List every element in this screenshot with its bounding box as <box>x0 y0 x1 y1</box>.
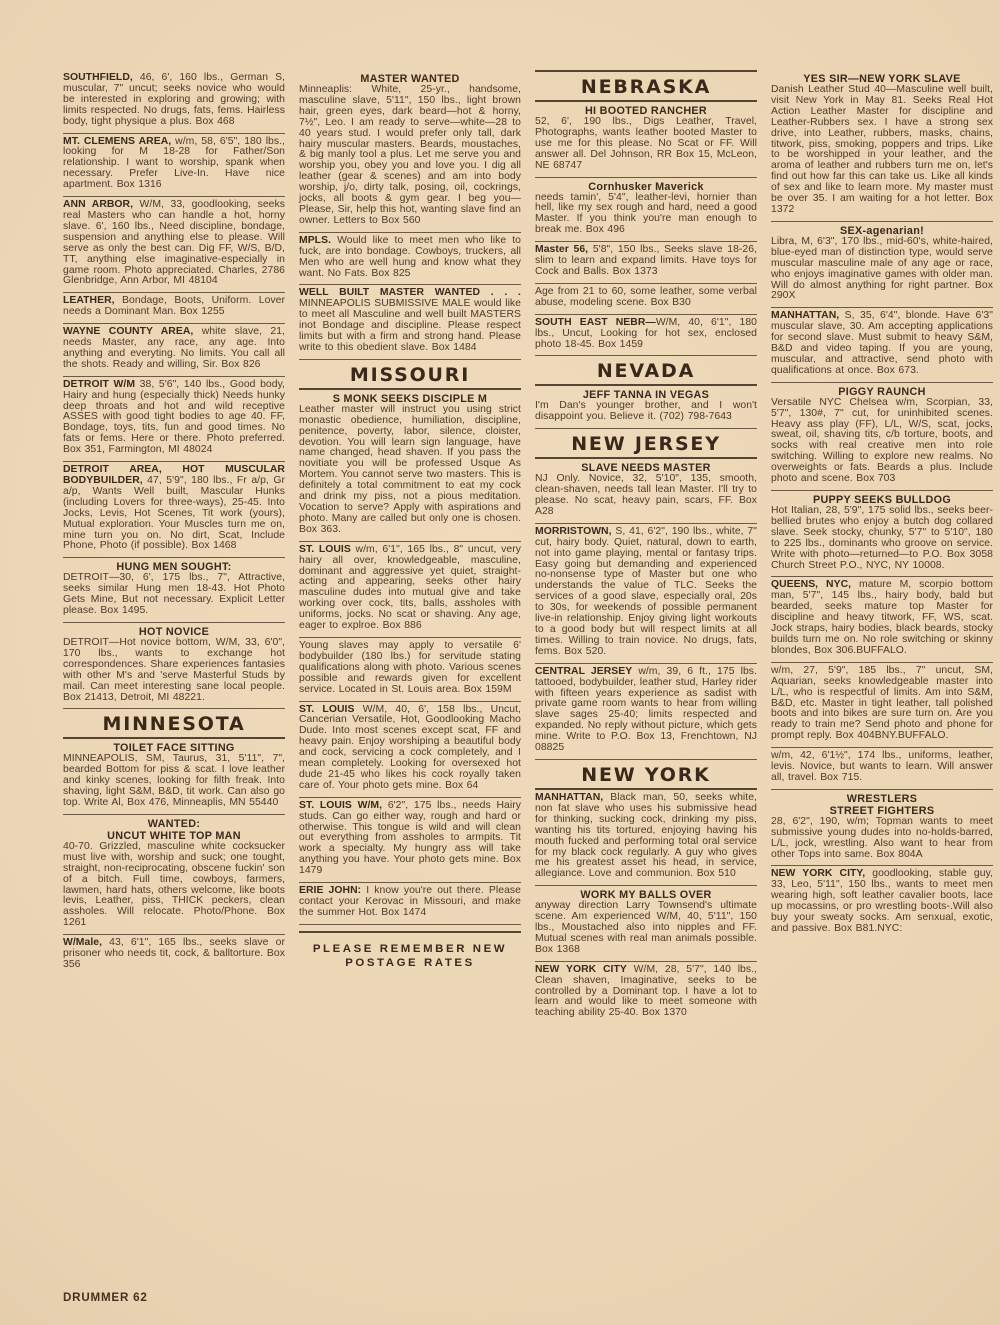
classified-ad <box>535 102 757 178</box>
classified-ad <box>299 285 521 359</box>
state-header <box>535 429 757 459</box>
ad-lead: ST. LOUIS <box>299 543 351 555</box>
classified-ad <box>299 70 521 233</box>
ad-body <box>771 580 993 656</box>
ad-lead: ST. LOUIS <box>299 703 355 715</box>
ad-title: PIGGY RAUNCH <box>838 385 926 398</box>
ad-lead: NEW YORK CITY <box>535 963 627 975</box>
ad-text: MINNEAPOLIS SUBMISSIVE MALE would like to meet all Masculine and well built MASTERS inot Bondage and discipline. Please respect limits but with a firm and strong hand. Please write to this obedient slave. Box 1484 <box>299 298 521 353</box>
classified-ad <box>535 524 757 664</box>
classified-ad <box>63 623 285 709</box>
ad-title: PUPPY SEEKS BULLDOG <box>812 494 952 506</box>
ad-title: WORK MY BALLS OVER <box>580 889 712 902</box>
ad-body: Age from 21 to 60, some leather, some verbal abuse, modeling scene. Box B30 <box>535 285 757 308</box>
ad-body: I'm Dan's younger brother, and I won't disappoint you. Believe it. (702) 798-7643 <box>535 400 757 423</box>
ad-lead: WAYNE COUNTY AREA, <box>63 326 194 338</box>
ad-title: STREET FIGHTERS <box>829 804 935 817</box>
ad-body: DETROIT—30, 6', 175 lbs., 7", Attractive, seeks similar Hung men 18-43. Hot Photo Gets Mine, But not necessary. Explicit Letter please. Box 1495. <box>63 572 285 617</box>
ad-body <box>535 965 757 1020</box>
ad-body <box>535 667 757 754</box>
ad-text: W/M, 40, 6', 158 lbs., Uncut, Cancerian Versatile, Hot, Goodlooking Macho Dude. Into most scenes except scat, FF and heavy pain. Enjoy worshiping a beautiful body and cock, servicing a cock completely, and I mean completely. Looking for oversexed hot dude 21-45 who likes his cock royally taken care of. Your photo gets mine. Box 64 <box>299 703 521 791</box>
ad-lead: QUEENS, NYC, <box>771 579 852 591</box>
classified-ad <box>63 324 285 377</box>
ad-text: w/m, 39, 6 ft., 175 lbs. tattooed, bodybuilder, leather stud, Harley rider with fifteen years experience as sadist with private game room wants to hear from willing slave sages 25-40; limits respected and expanded. No reply without picture, which gets mine. Write to P.O. Box 13, Frenchtown, NJ 08825 <box>535 665 757 754</box>
classified-ad <box>63 134 285 198</box>
ad-body <box>299 236 521 280</box>
classified-ad <box>299 390 521 542</box>
state-header-label: NEBRASKA <box>580 76 712 98</box>
classified-ad <box>535 315 757 357</box>
ad-text: W/M, 40, 6'1", 180 lbs., Uncut, Looking for hot sex, enclosed photo 18-45. Box 1459 <box>535 316 757 350</box>
ad-body: Libra, M, 6'3", 170 lbs., mid-60's, white-haired, blue-eyed man of distinction type, would serve muscular masculine male of any age or race, who enjoys imaginative games with older man. Will do almost anything for right partner. Box 290X <box>771 235 993 302</box>
ad-lead: ERIE JOHN: <box>299 885 362 897</box>
state-header <box>535 356 757 386</box>
ad-body <box>63 200 285 287</box>
ad-lead: Master 56, <box>535 244 589 256</box>
ad-lead: W/Male, <box>63 937 103 949</box>
ad-text: Bondage, Boots, Uniform. Lover needs a Dominant Man. Box 1255 <box>63 295 285 318</box>
ad-body <box>299 886 521 919</box>
classified-ad <box>535 284 757 315</box>
ad-text: white slave, 21, needs Master, any race, any age. Into anything and everyting. No limits. You call all the shots. Ready and willing, Sir. Box 826 <box>63 326 285 370</box>
classified-ad <box>771 748 993 790</box>
ad-text: 47, 5'9", 180 lbs., Fr a/p, Gr a/p, Wants Well built, Mascular Hunks (including Lovers for three-ways), 25-45. Into Jocks, Levis, Hot Scenes, Tit work (yours), Mutual exploration. Your Muscles turn me on, mine turn you on. No dirt, Scat, Include Phone, Photo (if possible). Box 1468 <box>63 475 285 552</box>
classified-ad <box>535 962 757 1025</box>
ad-body: Leather master will instruct you using strict monastic obedience, humiliation, discipline, penitence, poverty, labor, silence, cloister, devotion. You will learn sign language, have name changed, head shaven. If you pass the novitiate you will be professed Usque As Mortem. You cannot serve two masters. This is definitely a total commitment to eat my cock and drink my piss, not a pious meditation. Vocation to serve? Apply with aspirations and photo. Many are called but only one is chosen. Box 363. <box>299 403 521 535</box>
classified-ad <box>771 383 993 491</box>
classified-ad <box>771 663 993 748</box>
classified-ad <box>299 883 521 925</box>
classifieds-content <box>63 70 993 1024</box>
ad-text: W/M, 33, goodlooking, seeks real Masters who can handle a hot, horny slave. 6', 160 lbs., Need discipline, bondage, suspension and anything else to please. Will serve as only the best can. Dig FF, W/S, B/D, TT, anything else imaginative-especially in game room. Photo appreciated. Charles, 2786 Glenbridge, Ann Arbor, MI 48104 <box>63 199 285 287</box>
ad-lead: MANHATTAN, <box>535 791 604 803</box>
classified-ad <box>535 386 757 429</box>
ad-body: 40-70. Grizzled, masculine white cocksucker must live with, worship and suck; one tought, straight, non-reciprocating, obscene fuckin' son of a bitch. Full time, cowboys, farmers, lawmen, hard hats, others welcome, like boots levis, Leather, piss, THICK peckers, clean assholes. Will relocate. Photo/Phone. Box 1261 <box>63 840 285 929</box>
ad-title: WANTED: <box>147 817 201 830</box>
classified-ad <box>535 664 757 760</box>
classified-ad <box>299 702 521 798</box>
ad-body <box>63 938 285 971</box>
state-header <box>535 70 757 102</box>
ad-text: 38, 5'6", 140 lbs., Good body, Hairy and hung (especially thick) Needs hunky deep throats and hot and wild receptive ASSES with good tight bodies to age 40. FF, Bondage, toys, tits, fun and good times. No fats or fems. Here or there. Photo preferred. Box 351, Farmington, MI 48024 <box>63 378 285 456</box>
ad-body: DETROIT—Hot novice bottom, W/M, 33, 6'0", 170 lbs., wants to exchange hot correspondences. Share experiences fantasies with other M's and 'serve Masterful Studs by mail. Can meet interesting sane local people. Box 21413, Detroit, MI 48221. <box>63 636 285 703</box>
state-header-label: MINNESOTA <box>102 713 246 736</box>
classified-ad <box>771 308 993 382</box>
ad-title: TOILET FACE SITTING <box>113 742 235 755</box>
ad-text: 43, 6'1", 165 lbs., seeks slave or prisoner who needs tit, cock, & balltorture. Box 356 <box>63 937 285 970</box>
ad-body <box>63 465 285 552</box>
classified-ad <box>63 815 285 935</box>
state-header <box>299 360 521 390</box>
column-1 <box>63 70 285 976</box>
ad-title: HUNG MEN SOUGHT: <box>116 561 232 574</box>
ad-lead: WELL BUILT MASTER WANTED . . . <box>299 287 521 299</box>
ad-body <box>63 73 285 128</box>
ad-body: 52, 6', 190 lbs., Digs Leather, Travel, Photographs, wants leather booted Master to use me for this please. No Scat or FF. Will answer all. Del Johnson, RR Box 15, McLeon, NE 68747 <box>535 116 757 171</box>
classifieds-columns <box>63 70 993 1024</box>
ad-body <box>63 296 285 318</box>
ad-body: Hot Italian, 28, 5'9", 175 solid lbs., seeks beer-bellied brutes who enjoy a butch dog collared slave. Seek stocky, chunky, 5'7" to 5'10", 180 to 225 lbs., dominants who groove on service. Write with photo—returned—to P.O. Box 3058 Church Street P.O., NYC, NY 10008. <box>771 505 993 571</box>
column-4 <box>771 70 993 940</box>
postage-rates-notice <box>299 931 521 974</box>
ad-text: W/M, 28, 5'7", 140 lbs., Clean shaven, Imaginative, seeks to be controlled by a Dominant top. I have a lot to learn and would like to meet someone with teaching ability 25-40. Box 1370 <box>535 963 757 1019</box>
ad-lead: LEATHER, <box>63 295 115 307</box>
ad-body <box>535 318 757 351</box>
page-footer: DRUMMER 62 <box>63 1291 148 1304</box>
ad-title: JEFF TANNA IN VEGAS <box>582 389 710 402</box>
classified-ad <box>771 790 993 867</box>
column-2 <box>299 70 521 974</box>
ad-text: goodlooking, stable guy, 33, Leo, 5'11", 150 lbs., wants to meet men wearing high, soft leather cavalier boots, lace up mocassins, or pro wrestling boots-.Will also buy your sweaty socks. Am senxual, exotic, and passive. Box B81.NYC: <box>771 868 993 934</box>
ad-text: S, 35, 6'4", blonde. Have 6'3" muscular slave, 30. Am accepting applications for second slave. Must submit to heavy S&M, B&D and video taping. If you are young, muscular, and attractive, send photo with qualifications at once. Box 673. <box>771 310 993 376</box>
ad-body <box>299 545 521 632</box>
ad-title: WRESTLERS <box>846 792 918 805</box>
ad-body: Young slaves may apply to versatile 6' bodybuilder (180 lbs.) for servitude stating qualifications along with photo. Various scenes possible and rewards given for excellent service. Located in St. Louis area. Box 159M <box>299 639 521 695</box>
ad-title: SLAVE NEEDS MASTER <box>581 462 711 475</box>
ad-text: Black man, 50, seeks white, non fat slave who uses his submissive head for thinking, sucking cock, drinking my piss, wanting his tits tortured, enjoying having his mouth fucked and performing total oral service for my black cock regularly. A guy who gives me his greatest asset his head, in service, allegiance. Love and communion. Box 510 <box>535 791 757 880</box>
ad-body: Danish Leather Stud 40—Masculine well built, visit New York in May 81. Seeks Real Hot Action Leather Master for discipline and Leather-Rubbers sex. I have a strong sex drive, into Leather, rubbers, masks, chains, titwork, piss, smoking, poppers and trips. Like to be worshipped in your leather, and the aroma of leather and rubbers turn me on, let's find out how far this can take us. Like all kinds of sex and like to learn more. My master must be over 35. I am waiting for a hot letter. Box 1372 <box>771 84 993 215</box>
ad-lead: ANN ARBOR, <box>63 199 134 211</box>
classified-ad <box>299 542 521 638</box>
ad-body: w/m, 27, 5'9", 185 lbs., 7" uncut, SM, Aquarian, seeks knowledgeable master into L/L, who is respectful of limits. Am into S&M, B&D, etc. Master in tight leather, tall polished boots and into bikes are sure turn on. Are you ready to train me? Send photo and phone for prompt reply. Box 404BNY.BUFFALO. <box>771 664 993 742</box>
ad-body <box>63 137 285 192</box>
ad-lead: MT. CLEMENS AREA, <box>63 135 172 147</box>
ad-lead: MANHATTAN, <box>771 310 840 322</box>
ad-body <box>535 245 757 278</box>
ad-body <box>63 327 285 371</box>
ad-body <box>771 869 993 934</box>
ad-lead: MORRISTOWN, <box>535 525 612 537</box>
ad-body <box>771 311 993 376</box>
ad-body: needs tamin', 5'4", leather-levi, hornier than hell, like my sex rough and hard, need a good Master. If you think you're man enough to break me. Box 496 <box>535 191 757 236</box>
classified-ad <box>771 70 993 222</box>
ad-body <box>535 793 757 880</box>
classified-ad <box>535 242 757 284</box>
ad-text: S, 41, 6'2", 190 lbs., white, 7" cut, hairy body. Quiet, natural, down to earth, not into game playing, mental or fantasy trips. Easy going but demanding and experienced no-nonsense type of Master but one who understands the value of TLC. Seeks the services of a good slave, especially oral, 20s to 30s, for weekends of possible permanent live-in relationship. Enjoy giving light workouts to a good body but will respect limits at all times. Willing to train novice. No drugs, fats, fems. Box 520. <box>535 525 757 657</box>
ad-text: 46, 6', 160 lbs., German S, muscular, 7" uncut; seeks novice who would be interested in exploring and growing; with limits respected. No drugs, fats, fems. Hairless body, tight physique a plus. Box 468 <box>63 72 285 127</box>
classified-ad <box>299 798 521 883</box>
classified-ad <box>299 233 521 286</box>
classified-ad <box>63 462 285 558</box>
ad-lead: ST. LOUIS W/M, <box>299 799 383 811</box>
ad-body <box>299 288 521 353</box>
ad-text: 6'2", 175 lbs., needs Hairy studs. Can go either way, rough and hard or otherwise. This tongue is wild and will clean out everything from assholes to armpits. Tit work a specialty. My hungry ass will take anything you have. Your photo gets mine. Box 1479 <box>299 799 521 877</box>
ad-body: Minneaplis: White, 25-yr., handsome, masculine slave, 5'11", 150 lbs., light brown hair, green eyes, dark beard—hot & horny, 7½", Leo. I am ready to serve—white—28 to 40 years stud. I would prefer only tall, dark hairy muscular masters. Beards, moustaches, & big manly tool a plus. Let me serve you and worship you, obey you and love you. I dig all leather (gear & scenes) and am into body worship, j/o, dirty talk, posing, oil, cockrings, jocks, all boots & gym gear. I beg you—Please, Sir, help this hot, wanting slave find an owner. Letters to Box 560 <box>299 84 521 226</box>
classified-ad <box>63 293 285 324</box>
classified-ad <box>771 491 993 577</box>
classified-ad <box>63 739 285 815</box>
ad-title: UNCUT WHITE TOP MAN <box>107 829 241 842</box>
ad-text: w/m, 6'1", 165 lbs., 8" uncut, very hairy all over, knowledgeable, masculine, dominant and aggressive yet quiet, straight-acting and appearing, seeks other hairy masculine dudes into mutual give and take working over cock, tits, balls, assholes with uniforms, jocks. No scat or shaving. Any age, eager to explroe. Box 886 <box>299 543 521 632</box>
classified-ad <box>299 638 521 702</box>
classified-ad <box>535 886 757 962</box>
classified-ad <box>535 459 757 524</box>
ad-body: NJ Only. Novice, 32, 5'10", 135, smooth, clean-shaven, needs tall lean Master. I'll try to please. No scat, heavy pain, scars, FF. Box A28 <box>535 473 757 517</box>
ad-body <box>299 705 521 792</box>
classified-ad <box>535 178 757 243</box>
ad-lead: SOUTH EAST NEBR— <box>535 316 656 328</box>
classified-ad <box>63 558 285 623</box>
notice-line: POSTAGE RATES <box>345 956 475 969</box>
ad-title: Cornhusker Maverick <box>588 180 704 193</box>
ad-text: 5'8", 150 lbs., Seeks slave 18-26, slim to learn and expand limits. Have toys for Cock and Balls. Box 1373 <box>535 244 758 277</box>
classified-ad <box>535 790 757 886</box>
classified-ad <box>63 377 285 462</box>
classified-ad <box>771 222 993 308</box>
ad-lead: CENTRAL JERSEY <box>535 665 633 677</box>
ad-body <box>299 801 521 877</box>
state-header-label: MISSOURI <box>349 363 471 386</box>
ad-body: Versatile NYC Chelsea w/m, Scorpian, 33, 5'7", 130#, 7" cut, for uninhibited scenes. Heavy ass play (FF), L/L, W/S, scat, jocks, sweat, oil, shaving tits, c/b torture, boots, and socks with real creative men into role switching. Willing to explore new realms. No overweights or fats. Beards a plus. Include photo and scene. Box 703 <box>771 396 993 485</box>
ad-body: MINNEAPOLIS, SM, Taurus, 31, 5'11", 7", bearded Bottom for piss & scat. I love leather and kinky scenes, looking for filth freak. Into shaving, light S&M, B&D, tit work. Can also go top. Write Al, Box 476, Minneaplis, MN 55440 <box>63 753 285 809</box>
notice-line: PLEASE REMEMBER NEW <box>312 942 508 955</box>
ad-title: S MONK SEEKS DISCIPLE M <box>332 392 488 405</box>
ad-text: w/m, 58, 6'5", 180 lbs., looking for M 18-28 for Father/Son relationship. I want to worship, spank when necessary. Prefer Live-In. Have nice apartment. Box 1316 <box>63 135 285 191</box>
ad-text: I know you're out there. Please contact your Kerovac in Missouri, and make the summer Hot. Box 1474 <box>299 885 521 918</box>
ad-title: SEX-agenarian! <box>839 224 924 237</box>
ad-title: HI BOOTED RANCHER <box>584 105 708 117</box>
column-3 <box>535 70 757 1024</box>
ad-text: mature M, scorpio bottom man, 5'7", 145 lbs., hairy body, bald but bearded, seeks mature top Master for discipline and heavy titwork, FF, WS, scat. Jock straps, hairy bodies, black beards, stocky builds turn me on. No role switching or skinny blondes, Box 306.BUFFALO. <box>771 579 993 656</box>
ad-body <box>63 380 285 456</box>
ad-lead: MPLS. <box>299 234 332 246</box>
classified-ad <box>63 197 285 293</box>
state-header-label: NEW YORK <box>581 763 711 786</box>
state-header-label: NEW JERSEY <box>571 433 721 456</box>
ad-title: MASTER WANTED <box>360 73 460 85</box>
state-header-label: NEVADA <box>596 360 696 383</box>
classified-ad <box>63 70 285 134</box>
ad-body: anyway direction Larry Townsend's ultimate scene. Am experienced W/M, 40, 5'11", 150 lbs., Moustached also into nipples and FF. Mutual scenes with real man animals possible. Box 1368 <box>535 900 757 955</box>
state-header <box>535 760 757 790</box>
ad-lead: DETROIT AREA, HOT MUSCULAR BODYBUILDER, <box>63 464 285 486</box>
ad-title: YES SIR—NEW YORK SLAVE <box>803 73 961 85</box>
ad-lead: NEW YORK CITY, <box>771 868 866 880</box>
ad-body: w/m, 42, 6'1½", 174 lbs., uniforms, leather, levis. Novice, but wants to learn. Will answer all, travel. Box 715. <box>771 750 993 783</box>
ad-title: HOT NOVICE <box>138 625 210 638</box>
classified-ad <box>771 577 993 662</box>
state-header <box>63 709 285 739</box>
ad-text: Would like to meet men who like to fuck, are into bondage. Cowboys, truckers, all Men who are well hung and know what they want. No Fats. Box 825 <box>299 234 521 279</box>
ad-lead: SOUTHFIELD, <box>63 72 133 83</box>
ad-lead: DETROIT W/M <box>63 378 136 390</box>
classified-ad <box>63 935 285 976</box>
ad-body: 28, 6'2", 190, w/m; Topman wants to meet submissive young dudes into no-holds-barred, L/L, jock, wrestling. Also want to hear from other Tops into same. Box 804A <box>771 815 993 860</box>
classified-ad <box>771 866 993 939</box>
ad-body <box>535 527 757 658</box>
